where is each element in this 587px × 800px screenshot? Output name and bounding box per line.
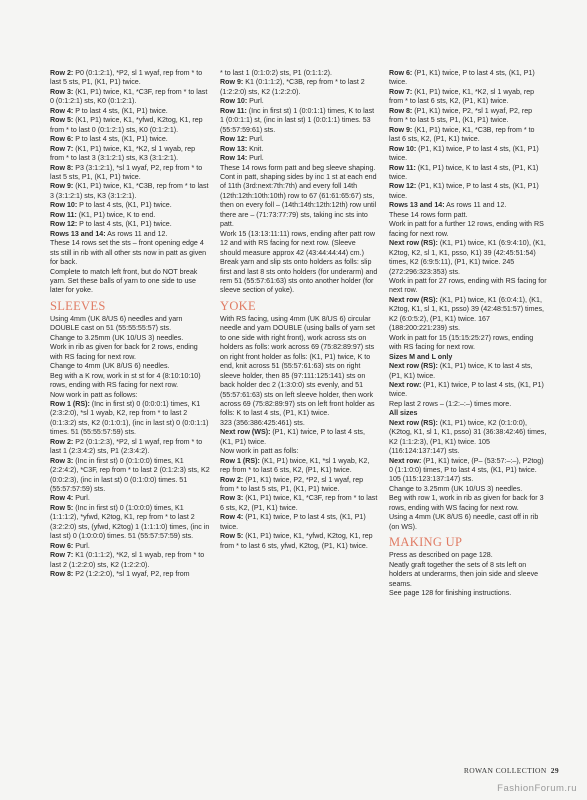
instruction-text: (K1, P1) twice, K to last 4 sts, (P1, K1) twice. <box>389 362 533 380</box>
row-label: Row 8: <box>50 163 74 172</box>
instruction-paragraph <box>220 457 378 476</box>
instruction-text: Purl. <box>247 135 264 144</box>
instruction-text: Change to 3.25mm (UK 10/US 3) needles. <box>50 333 184 342</box>
instruction-paragraph <box>220 315 378 419</box>
instruction-text: P3 (3:1:2:1), *sl 1 wyaf, P2, rep from * to last 5 sts, P1, (K1, P1) twice. <box>50 163 203 181</box>
instruction-text: Using 4mm (UK 8/US 6) needles and yarn DOUBLE cast on 51 (55:55:55:57) sts. <box>50 314 183 333</box>
column-2 <box>220 69 378 551</box>
instruction-paragraph <box>389 334 547 353</box>
instruction-text: Press as described on page 128. <box>389 551 493 560</box>
instruction-paragraph <box>389 201 547 210</box>
instruction-paragraph <box>389 107 547 126</box>
instruction-text: P to last 4 sts, (K1, P1) twice. <box>73 135 168 144</box>
instruction-paragraph <box>220 428 378 447</box>
page-footer <box>464 766 559 775</box>
instruction-paragraph <box>50 88 210 107</box>
instruction-paragraph <box>389 239 547 277</box>
instruction-text: Purl. <box>73 494 90 503</box>
instruction-text: (P1, K1) twice, (P– (53:57:–:–), P2tog) 0 (1:1:0:0) times, P to last 4 sts, (K1, P1) twice. 105 (115:123:137:147) sts. <box>389 456 544 484</box>
column-1 <box>50 69 210 580</box>
row-label: Row 6: <box>50 541 74 550</box>
section-heading: SLEEVES <box>50 298 106 313</box>
instruction-paragraph <box>389 88 547 107</box>
instruction-paragraph <box>389 277 547 296</box>
row-label: Row 9: <box>389 125 413 134</box>
row-label: Row 7: <box>50 144 74 153</box>
instruction-text: Change to 4mm (UK 8/US 6) needles. <box>50 362 170 371</box>
instruction-paragraph <box>220 145 378 154</box>
instruction-paragraph <box>220 494 378 513</box>
instruction-paragraph <box>50 400 210 438</box>
row-label: Row 12: <box>389 182 417 191</box>
instruction-text: (P1, K1) twice, P to last 4 sts, (K1, P1) twice. <box>220 428 365 446</box>
instruction-paragraph <box>50 457 210 495</box>
instruction-text: See page 128 for finishing instructions. <box>389 589 512 598</box>
row-label: Row 6: <box>389 69 413 77</box>
instruction-text: * to last 1 (0:1:0:2) sts, P1 (0:1:1:2). <box>220 69 332 77</box>
instruction-paragraph <box>220 230 378 258</box>
instruction-text: Break yarn and slip sts onto holders as folls: slip first and last 8 sts onto holders (for underarm) and rem 51 (55:57:61:63) sts onto another holder (for sleeve section of yoke). <box>220 258 378 295</box>
instruction-paragraph <box>220 532 378 551</box>
instruction-text: Now work in patt as folls: <box>220 447 299 456</box>
row-label: Rows 13 and 14: <box>389 201 445 210</box>
row-label: Next row (RS): <box>389 418 438 427</box>
instruction-paragraph <box>220 107 378 135</box>
instruction-paragraph <box>389 381 547 400</box>
instruction-paragraph <box>220 164 378 173</box>
instruction-paragraph <box>50 391 210 400</box>
row-label: Row 5: <box>220 532 244 541</box>
instruction-text: These 14 rows form patt. <box>389 210 468 219</box>
instruction-paragraph <box>220 476 378 495</box>
row-label: Row 2: <box>50 69 74 77</box>
row-label: Rows 13 and 14: <box>50 229 106 238</box>
row-label: Sizes M and L only <box>389 352 453 361</box>
row-label: Row 10: <box>220 97 248 106</box>
instruction-paragraph <box>389 145 547 164</box>
instruction-text: Purl. <box>247 154 264 163</box>
instruction-paragraph <box>50 164 210 183</box>
instruction-paragraph <box>389 457 547 485</box>
instruction-paragraph <box>50 570 210 579</box>
instruction-text: P0 (0:1:2:1), *P2, sl 1 wyaf, rep from * to last 5 sts, P1, (K1, P1) twice. <box>50 69 203 87</box>
instruction-text: (Inc in first st) 1 (0:0:1:1) times, K to last 1 (0:0:1:1) st, (inc in last st) 1 (0:0:1:1) times. 53 (55:57:59:61) sts. <box>220 106 375 134</box>
instruction-paragraph <box>389 126 547 145</box>
instruction-paragraph <box>389 485 547 494</box>
instruction-paragraph <box>50 551 210 570</box>
instruction-text: P2 (1:2:2:0), *sl 1 wyaf, P2, rep from <box>73 570 190 579</box>
row-label: Row 8: <box>50 570 74 579</box>
row-label: Row 4: <box>220 513 244 522</box>
instruction-paragraph <box>220 258 378 296</box>
instruction-text: Rep last 2 rows – (1:2:–:–) times more. <box>389 399 512 408</box>
instruction-text: Work in patt for a further 12 rows, ending with RS facing for next row. <box>389 220 544 238</box>
row-label: Next row (RS): <box>389 239 438 248</box>
magazine-name: ROWAN COLLECTION <box>463 766 547 775</box>
instruction-text: Work 15 (13:13:11:11) rows, ending after patt row 12 and with RS facing for next row. (Sleeve should measure approx 42 (43:44:44:44) cm.) <box>220 229 375 257</box>
instruction-paragraph <box>389 362 547 381</box>
instruction-paragraph <box>50 201 210 210</box>
instruction-paragraph <box>50 220 210 229</box>
instruction-text: (P1, K1) twice, P to last 4 sts, (K1, P1) twice. <box>389 144 539 163</box>
row-label: Row 5: <box>50 116 74 125</box>
instruction-paragraph <box>50 69 210 88</box>
instruction-paragraph <box>50 135 210 144</box>
instruction-text: Cont in patt, shaping sides by inc 1 st at each end of 11th (3rd:next:7th:7th) and every foll 14th (12th:12th:10th:10th) row to 67 (61:61:65:67) sts, then on every foll – (14th:14th:12th:12th) row until there are – (71:73:77:79) sts, taking inc sts into patt. <box>220 172 377 229</box>
instruction-paragraph <box>220 154 378 163</box>
instruction-text: (P1, K1) twice, P to last 4 sts, (K1, P1) twice. <box>389 380 544 399</box>
instruction-text: (K1, P1) twice, K1, *K2, sl 1 wyab, rep from * to last 3 (3:1:2:1) sts, K3 (3:1:2:1). <box>50 144 196 163</box>
instruction-text: (Inc in first st) 0 (0:0:0:1) times, K1 (2:3:2:0), *sl 1 wyab, K2, rep from * to last 2 (0:1:3:2) sts, K2 (0:1:0:1), (inc in last st) 0 (0:0:1:1) times. 51 (55:55:57:59) sts. <box>50 399 209 437</box>
instruction-text: Neatly graft together the sets of 8 sts left on holders at underarms, then join side and sleeve seams. <box>389 560 539 588</box>
instruction-paragraph <box>220 173 378 230</box>
instruction-paragraph <box>389 220 547 239</box>
instruction-text: P2 (0:1:2:3), *P2, sl 1 wyaf, rep from * to last 1 (2:3:4:2) sts, P1 (2:3:4:2). <box>50 437 203 456</box>
instruction-text: (K1, P1) twice, K1, *yfwd, K2tog, K1, rep from * to last 0 (0:1:2:1) sts, K0 (0:1:2:1). <box>50 116 203 134</box>
instruction-paragraph <box>220 513 378 532</box>
row-label: Next row (RS): <box>389 295 438 304</box>
instruction-paragraph <box>50 542 210 551</box>
row-label: Row 5: <box>50 503 74 512</box>
instruction-paragraph <box>220 97 378 106</box>
instruction-text: These 14 rows form patt and beg sleeve shaping. <box>220 163 376 172</box>
instruction-paragraph <box>50 268 210 296</box>
row-label: Row 3: <box>50 456 74 465</box>
instruction-paragraph <box>50 362 210 371</box>
instruction-paragraph <box>389 513 547 532</box>
instruction-text: As rows 11 and 12. <box>105 229 168 238</box>
page-number: 29 <box>550 766 559 775</box>
instruction-paragraph <box>389 296 547 334</box>
row-label: Next row: <box>389 456 422 465</box>
instruction-paragraph <box>389 211 547 220</box>
instruction-text: P to last 4 sts, (K1, P1) twice. <box>77 201 172 210</box>
instruction-text: With RS facing, using 4mm (UK 8/US 6) circular needle and yarn DOUBLE (using balls of yarn set to one side with right front), work across sts on holders as folls: work across 69 (75:82:89:97) sts on right front holder as folls: (K1, P1) twice, K to end, knit across 51 (55:57:61:63) sts on right sleeve holder, then 85 (97:111:125:141) sts on back holder dec 2 (1:3:0:0) sts evenly, and 51 (55:57:61:63) sts on left sleeve holder, then work across 69 (75:82:89:97) sts on left front holder as folls: K to last 4 sts, (P1, K1) twice. <box>220 314 375 418</box>
instruction-text: (K1, P1) twice, K to last 4 sts, (P1, K1) twice. <box>389 163 539 181</box>
instruction-text: (K1, P1) twice, K1, *yfwd, K2tog, K1, rep from * to last 6 sts, yfwd, K2tog, (P1, K1) twice. <box>220 532 373 550</box>
instruction-text: (Inc in first st) 0 (1:0:0:0) times, K1 (1:1:1:2), *yfwd, K2tog, K1, rep from * to last 2 (3:2:2:0) sts, (yfwd, K2tog) 1 (1:1:1:0) times, (inc in last st) 0 (1:0:0:0) times. 51 (55:57:57:59) sts. <box>50 503 210 541</box>
instruction-paragraph <box>50 315 210 334</box>
instruction-paragraph <box>50 107 210 116</box>
instruction-text: Purl. <box>247 97 264 106</box>
instruction-text: Work in patt for 27 rows, ending with RS facing for next row. <box>389 276 547 295</box>
instruction-paragraph <box>389 494 547 513</box>
instruction-paragraph <box>389 164 547 183</box>
instruction-text: (K1, P1) twice, K1, *C3F, rep from * to last 0 (0:1:2:1) sts, K0 (0:1:2:1). <box>50 87 208 106</box>
instruction-paragraph <box>389 551 547 560</box>
row-label: Row 9: <box>220 78 244 87</box>
instruction-paragraph <box>389 409 547 418</box>
row-label: Row 12: <box>50 220 78 229</box>
row-label: Row 8: <box>389 106 413 115</box>
row-label: Row 7: <box>389 87 413 96</box>
instruction-paragraph <box>50 211 210 220</box>
instruction-paragraph <box>389 589 547 598</box>
row-label: All sizes <box>389 409 418 418</box>
instruction-text: (K1, P1) twice, K1 (6:0:4:1), (K1, K2tog, K1, sl 1, K1, psso) 39 (42:48:51:57) times, K2 (6:0:5:2), (P1, K1) twice. 167 (188:200:221:239) sts. <box>389 295 544 333</box>
row-label: Row 4: <box>50 106 74 115</box>
instruction-text: As rows 11 and 12. <box>444 201 507 210</box>
instruction-text: P to last 4 sts, (K1, P1) twice. <box>73 106 168 115</box>
instruction-paragraph <box>389 353 547 362</box>
instruction-paragraph <box>389 69 547 88</box>
instruction-paragraph <box>50 504 210 542</box>
instruction-paragraph <box>50 239 210 267</box>
row-label: Row 9: <box>50 182 74 191</box>
instruction-text: (P1, K1) twice, P to last 4 sts, (K1, P1) twice. <box>389 182 539 200</box>
section-heading: YOKE <box>220 298 256 313</box>
watermark: FashionForum.ru <box>497 783 577 794</box>
row-label: Row 7: <box>50 551 74 560</box>
instruction-text: 323 (356:386:425:461) sts. <box>220 418 305 427</box>
instruction-text: P to last 4 sts, (K1, P1) twice. <box>77 220 172 229</box>
instruction-text: K1 (0:1:1:2), *K2, sl 1 wyab, rep from * to last 2 (1:2:2:0) sts, K2 (1:2:2:0). <box>50 551 205 569</box>
row-label: Row 14: <box>220 154 248 163</box>
row-label: Row 11: <box>50 210 77 219</box>
instruction-text: Purl. <box>73 541 90 550</box>
instruction-text: (P1, K1) twice, P2, *sl 1 wyaf, P2, rep from * to last 5 sts, P1, (K1, P1) twice. <box>389 106 533 125</box>
instruction-paragraph <box>220 447 378 456</box>
instruction-paragraph <box>220 69 378 78</box>
row-label: Next row (RS): <box>389 362 438 371</box>
instruction-text: Complete to match left front, but do NOT break yarn. Set these balls of yarn to one side to use later for yoke. <box>50 267 198 295</box>
instruction-text: Knit. <box>247 144 264 153</box>
row-label: Row 13: <box>220 144 248 153</box>
instruction-paragraph <box>220 78 378 97</box>
instruction-text: (K1, P1) twice, K1 (6:9:4:10), (K1, K2tog, K2, sl 1, K1, psso, K1) 39 (42:45:51:54) times, K2 (6:9:5:11), (P1, K1) twice. 245 (272:296:323:353) sts. <box>389 239 546 276</box>
instruction-text: (K1, P1) twice, K to end. <box>76 210 156 219</box>
instruction-paragraph <box>50 230 210 239</box>
row-label: Row 1 (RS): <box>220 456 260 465</box>
instruction-text: K1 (0:1:1:2), *C3B, rep from * to last 2 (1:2:2:0) sts, K2 (1:2:2:0). <box>220 78 365 96</box>
instruction-paragraph <box>389 182 547 201</box>
row-label: Row 6: <box>50 135 74 144</box>
instruction-text: (K1, P1) twice, K1, *sl 1 wyab, K2, rep from * to last 6 sts, K2, (P1, K1) twice. <box>220 456 370 475</box>
instruction-paragraph <box>50 372 210 391</box>
row-label: Row 10: <box>50 201 78 210</box>
row-label: Row 4: <box>50 494 74 503</box>
instruction-text: (K1, P1) twice, K1, *C3F, rep from * to last 6 sts, K2, (P1, K1) twice. <box>220 494 378 512</box>
instruction-text: (P1, K1) twice, P2, *P2, sl 1 wyaf, rep from * to last 5 sts, P1, (K1, P1) twice. <box>220 475 364 494</box>
row-label: Row 3: <box>50 87 74 96</box>
instruction-paragraph <box>50 494 210 503</box>
row-label: Row 2: <box>220 475 244 484</box>
instruction-text: (P1, K1) twice, P to last 4 sts, (K1, P1) twice. <box>389 69 535 87</box>
row-label: Row 11: <box>220 106 247 115</box>
instruction-text: (P1, K1) twice, P to last 4 sts, (K1, P1) twice. <box>220 513 366 531</box>
instruction-paragraph <box>50 334 210 343</box>
instruction-paragraph <box>50 145 210 164</box>
instruction-text: (K1, P1) twice, K1, *K2, sl 1 wyab, rep from * to last 6 sts, K2, (P1, K1) twice. <box>389 87 535 106</box>
instruction-text: Work in rib as given for back for 2 rows, ending with RS facing for next row. <box>50 343 198 361</box>
instruction-text: Change to 3.25mm (UK 10/US 3) needles. <box>389 484 523 493</box>
instruction-paragraph <box>220 419 378 428</box>
instruction-text: (Inc in first st) 0 (0:1:0:0) times, K1 (2:2:4:2), *C3F, rep from * to last 2 (0:1:2:3) sts, K2 (0:0:2:3), (inc in last st) 0 (0:1:0:0) times. 51 (55:57:57:59) sts. <box>50 456 210 494</box>
row-label: Row 12: <box>220 135 248 144</box>
instruction-paragraph <box>389 561 547 589</box>
instruction-text: Beg with a K row, work in st st for 4 (8:10:10:10) rows, ending with RS facing for next row. <box>50 371 201 390</box>
row-label: Next row (WS): <box>220 428 271 437</box>
column-3 <box>389 69 547 598</box>
instruction-paragraph <box>50 343 210 362</box>
instruction-text: (K1, P1) twice, K2 (0:1:0:0), (K2tog, K1, sl 1, K1, psso) 31 (36:38:42:46) times, K2 (1:1:2:3), (P1, K1) twice. 105 (116:124:137:147) sts. <box>389 418 547 456</box>
instruction-paragraph <box>50 182 210 201</box>
instruction-paragraph <box>50 116 210 135</box>
row-label: Next row: <box>389 380 422 389</box>
row-label: Row 11: <box>389 163 416 172</box>
section-heading: MAKING UP <box>389 535 463 550</box>
instruction-text: Beg with row 1, work in rib as given for back for 3 rows, ending with WS facing for next row. <box>389 494 544 512</box>
instruction-paragraph <box>389 400 547 409</box>
instruction-text: Using a 4mm (UK 8/US 6) needle, cast off in rib (on WS). <box>389 513 539 531</box>
instruction-text: Work in patt for 15 (15:15:25:27) rows, ending with RS facing for next row. <box>389 333 534 352</box>
row-label: Row 3: <box>220 494 244 503</box>
instruction-paragraph <box>220 135 378 144</box>
row-label: Row 2: <box>50 437 74 446</box>
instruction-text: (K1, P1) twice, K1, *C3B, rep from * to last 6 sts, K2, (P1, K1) twice. <box>389 125 535 144</box>
instruction-text: (K1, P1) twice, K1, *C3B, rep from * to last 3 (3:1:2:1) sts, K3 (3:1:2:1). <box>50 182 209 200</box>
instruction-text: Now work in patt as follows: <box>50 390 138 399</box>
instruction-text: These 14 rows set the sts – front opening edge 4 sts still in rib with all other sts now in patt as given for back. <box>50 239 207 267</box>
row-label: Row 10: <box>389 144 417 153</box>
instruction-paragraph <box>389 419 547 457</box>
instruction-paragraph <box>50 438 210 457</box>
row-label: Row 1 (RS): <box>50 399 90 408</box>
